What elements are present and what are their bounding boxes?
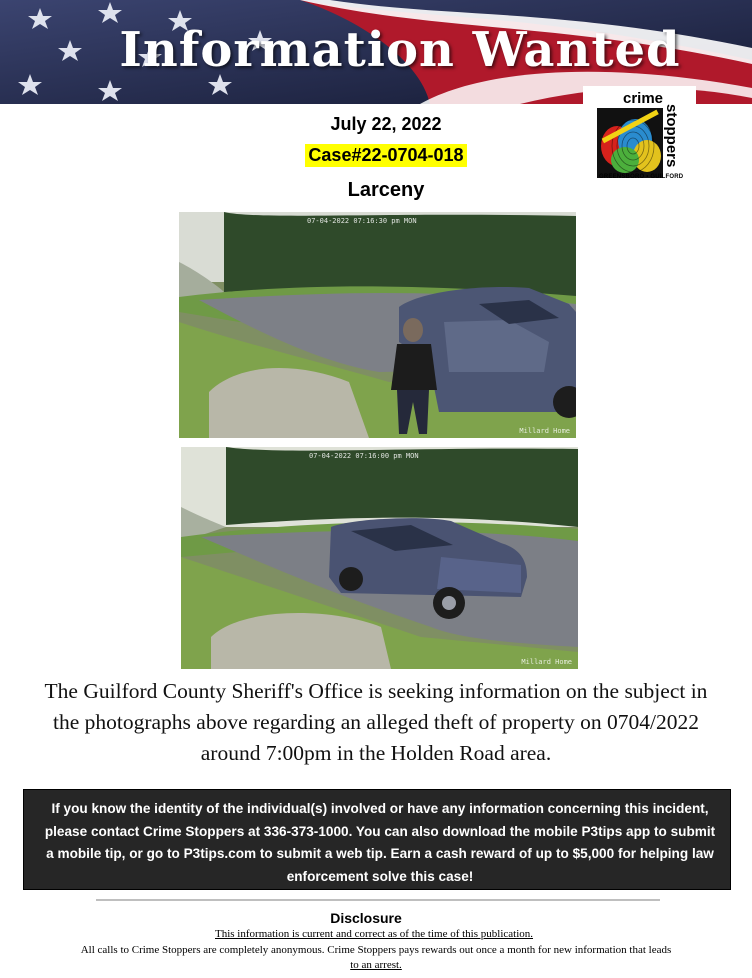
- photo-1-camera-label: Millard Home: [519, 427, 570, 435]
- disclosure-arrest-text: to an arrest.: [350, 959, 402, 971]
- disclosure-currency-note: This information is current and correct as of the time of this publication.: [215, 928, 533, 940]
- logo-word-location: GREENSBORO • GUILFORD: [599, 174, 684, 180]
- disclosure-title: Disclosure: [330, 910, 402, 926]
- disclosure-anonymity-text: All calls to Crime Stoppers are completely anonymous. Crime Stoppers pays rewards out once a month for new information that leads: [80, 944, 672, 956]
- case-number: Case#22-0704-018: [305, 144, 466, 167]
- photo-1-timestamp: 07-04-2022 07:16:30 pm MON: [307, 217, 417, 225]
- disclosure-body: [30, 943, 722, 973]
- photo-2-camera-label: Millard Home: [521, 658, 572, 666]
- logo-word-crime: crime: [623, 90, 664, 107]
- surveillance-photo-1: [179, 212, 576, 438]
- logo-word-stoppers: stoppers: [663, 104, 680, 168]
- contact-callout: If you know the identity of the individual(s) involved or have any information concerning this incident, please contact Crime Stoppers at 336-373-1000. You can also download the mobile P3tips app to submit a mobile tip, or go to P3tips.com to submit a web tip. Earn a cash reward of up to $5,000 for helping law enforcement solve this case!: [23, 789, 731, 890]
- crime-stoppers-logo: [583, 86, 696, 190]
- incident-description: The Guilford County Sheriff's Office is seeking information on the subject in the photographs above regarding an alleged theft of property on 0704/2022 around 7:00pm in the Holden Road area.: [44, 679, 708, 765]
- crime-type: Larceny: [347, 179, 425, 201]
- bulletin-date: July 22, 2022: [330, 114, 442, 134]
- case-number-wrapper: [0, 144, 752, 167]
- photo-2-timestamp: 07-04-2022 07:16:00 pm MON: [309, 452, 419, 460]
- divider: [96, 899, 660, 901]
- page-title: Information Wanted: [119, 22, 681, 78]
- surveillance-photo-2: [181, 447, 578, 669]
